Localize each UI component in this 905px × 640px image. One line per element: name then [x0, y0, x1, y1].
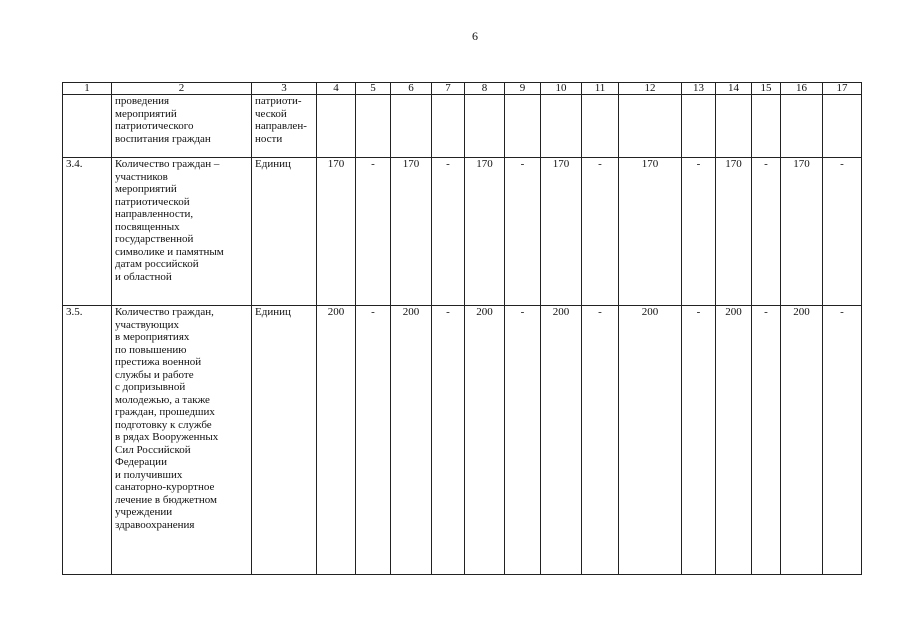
value-cell: - [823, 158, 862, 306]
column-header: 7 [432, 83, 465, 95]
unit-cell: Единиц [252, 306, 317, 575]
value-cell: - [682, 158, 716, 306]
value-cell: - [505, 306, 541, 575]
value-cell: 170 [716, 158, 752, 306]
column-header: 10 [541, 83, 582, 95]
column-header: 12 [619, 83, 682, 95]
indicator-name: Количество граждан – участников мероприятий патриотической направленности, посвященных государственной символике и памятным датам российской и областной [112, 158, 252, 306]
column-header: 5 [356, 83, 391, 95]
value-cell [356, 95, 391, 158]
value-cell [317, 95, 356, 158]
value-cell [582, 95, 619, 158]
row-code [63, 95, 112, 158]
indicator-name: проведения мероприятий патриотического воспитания граждан [112, 95, 252, 158]
column-header: 16 [781, 83, 823, 95]
value-cell [752, 95, 781, 158]
table-row [63, 95, 862, 158]
value-cell [781, 95, 823, 158]
indicators-table [62, 82, 862, 575]
table-row [63, 306, 862, 575]
column-header: 13 [682, 83, 716, 95]
column-header: 6 [391, 83, 432, 95]
column-header: 9 [505, 83, 541, 95]
column-header: 14 [716, 83, 752, 95]
value-cell: 170 [465, 158, 505, 306]
column-header: 15 [752, 83, 781, 95]
value-cell [716, 95, 752, 158]
value-cell: - [432, 306, 465, 575]
column-header: 3 [252, 83, 317, 95]
unit-cell: Единиц [252, 158, 317, 306]
column-header: 8 [465, 83, 505, 95]
value-cell: 200 [619, 306, 682, 575]
table-row [63, 158, 862, 306]
value-cell: 200 [317, 306, 356, 575]
value-cell [505, 95, 541, 158]
column-header: 2 [112, 83, 252, 95]
value-cell: 170 [541, 158, 582, 306]
value-cell: 170 [317, 158, 356, 306]
value-cell: - [682, 306, 716, 575]
column-header: 17 [823, 83, 862, 95]
value-cell: 170 [619, 158, 682, 306]
row-code: 3.5. [63, 306, 112, 575]
column-header: 1 [63, 83, 112, 95]
column-header: 11 [582, 83, 619, 95]
column-header: 4 [317, 83, 356, 95]
value-cell [432, 95, 465, 158]
unit-cell: патриоти- ческой направлен- ности [252, 95, 317, 158]
value-cell: 200 [781, 306, 823, 575]
indicator-name: Количество граждан, участвующих в мероприятиях по повышению престижа военной службы и работе с допризывной молодежью, а также граждан, прошедших подготовку к службе в рядах Вооруженных Сил Российской Федерации и получивших санаторно-курортное лечение в бюджетном учреждении здравоохранения [112, 306, 252, 575]
value-cell: 200 [465, 306, 505, 575]
value-cell: - [356, 158, 391, 306]
value-cell: 200 [541, 306, 582, 575]
value-cell: - [582, 306, 619, 575]
value-cell: - [823, 306, 862, 575]
value-cell: - [752, 158, 781, 306]
value-cell [391, 95, 432, 158]
page-number: 6 [472, 29, 478, 43]
value-cell: 200 [391, 306, 432, 575]
value-cell [541, 95, 582, 158]
value-cell [619, 95, 682, 158]
value-cell [465, 95, 505, 158]
value-cell: - [356, 306, 391, 575]
value-cell: - [505, 158, 541, 306]
value-cell: 170 [391, 158, 432, 306]
row-code: 3.4. [63, 158, 112, 306]
value-cell [682, 95, 716, 158]
value-cell [823, 95, 862, 158]
value-cell: 200 [716, 306, 752, 575]
value-cell: - [432, 158, 465, 306]
value-cell: - [582, 158, 619, 306]
column-number-row [63, 83, 862, 95]
value-cell: - [752, 306, 781, 575]
value-cell: 170 [781, 158, 823, 306]
